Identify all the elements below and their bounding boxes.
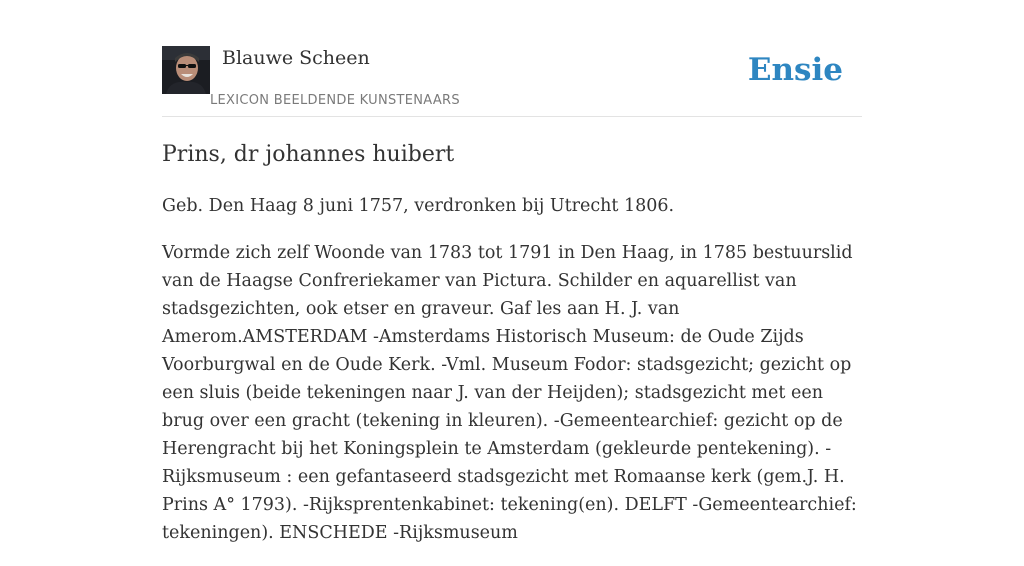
- author-avatar[interactable]: [162, 46, 210, 94]
- page-header: [162, 46, 862, 117]
- brand-logo[interactable]: Ensie: [747, 52, 843, 88]
- article-paragraph: Vormde zich zelf Woonde van 1783 tot 1791 in Den Haag, in 1785 bestuurslid van de Haagse Confreriekamer van Pictura. Schilder en aquarellist van stadsgezichten, ook etser en graveur. Gaf les aan H. J. van Amerom.AMSTERDAM -Amsterdams Historisch Museum: de Oude Zijds Voorburgwal en de Oude Kerk. -Vml. Museum Fodor: stadsgezicht; gezicht op een sluis (beide tekeningen naar J. van der Heijden); stadsgezicht met een brug over een gracht (tekening in kleuren). -Gemeentearchief: gezicht op de Herengracht bij het Koningsplein te Amsterdam (gekleurde pentekening). -Rijksmuseum : een gefantaseerd stadsgezicht met Romaanse kerk (gem.J. H. Prins A° 1793). -Rijksprentenkabinet: tekening(en). DELFT -Gemeentearchief: tekeningen). ENSCHEDE -Rijksmuseum: [162, 243, 857, 543]
- category-label[interactable]: LEXICON BEELDENDE KUNSTENAARS: [210, 93, 460, 108]
- avatar-photo: [162, 46, 210, 94]
- author-name[interactable]: Blauwe Scheen: [222, 47, 370, 69]
- article-paragraph: Geb. Den Haag 8 juni 1757, verdronken bij Utrecht 1806.: [162, 196, 675, 216]
- article-title: Prins, dr johannes huibert: [162, 142, 455, 167]
- article-body: [162, 192, 862, 566]
